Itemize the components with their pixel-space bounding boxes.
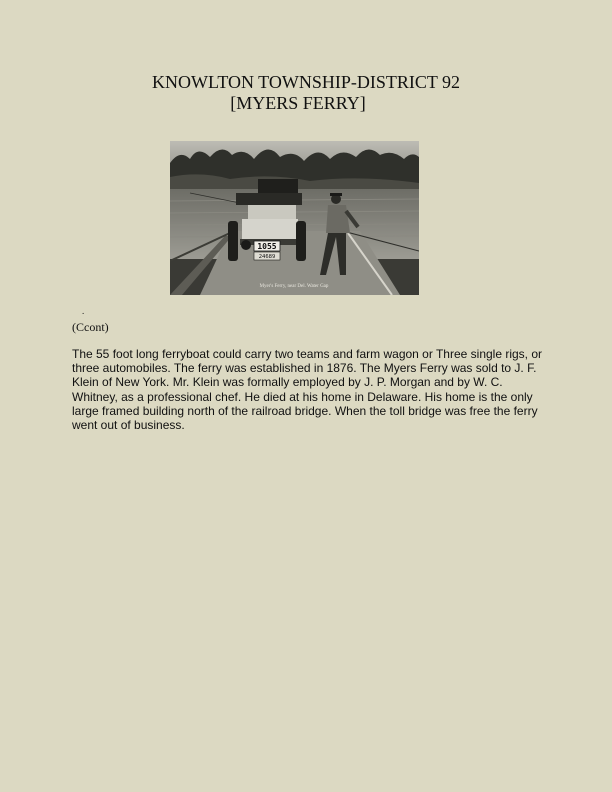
title-line-2: [MYERS FERRY] xyxy=(230,93,366,113)
photo-caption: Myer's Ferry, near Del. Water Gap xyxy=(259,284,329,289)
ferry-photo xyxy=(170,141,419,295)
title-line-1: KNOWLTON TOWNSHIP-DISTRICT 92 xyxy=(151,72,460,92)
page-title xyxy=(0,72,612,114)
license-plate-top: 1055 xyxy=(257,242,277,251)
continued-label: (Ccont) xyxy=(72,320,109,334)
body-paragraph: The 55 foot long ferryboat could carry two teams and farm wagon or Three single rigs, or three automobiles. The ferry was established in 1876. The Myers Ferry was sold to J. F. Klein of New York. Mr. Klein was formally employed by J. P. Morgan and by W. C. Whitney, as a professional chef. He died at his home in Delaware. His home is the only large framed building north of the railroad bridge. When the toll bridge was free the ferry went out of business. xyxy=(72,347,543,433)
ferry-photo-illustration xyxy=(170,141,419,295)
stray-dot: . xyxy=(82,306,85,316)
license-plate-bottom: 24689 xyxy=(258,254,276,260)
